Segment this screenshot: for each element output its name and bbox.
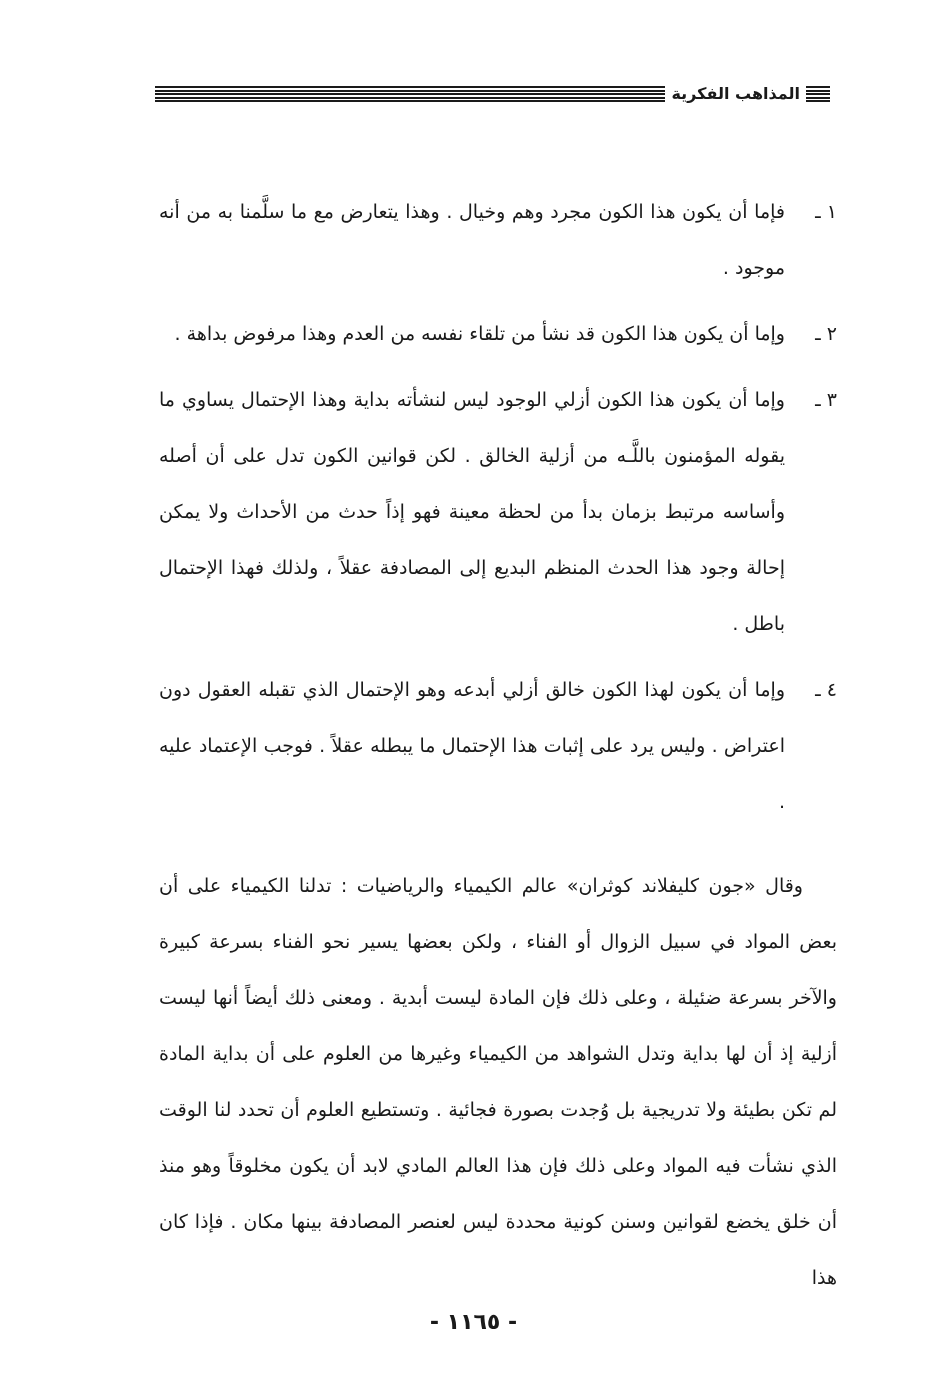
list-item xyxy=(159,372,837,652)
header-rule-left xyxy=(155,86,665,102)
page-body xyxy=(159,184,837,1325)
item-text: وإما أن يكون هذا الكون قد نشأ من تلقاء نفسه من العدم وهذا مرفوض بداهة . xyxy=(174,323,785,345)
item-number: ١ ـ xyxy=(815,201,837,223)
list-item xyxy=(159,184,837,296)
header-rule-right xyxy=(806,86,830,102)
item-number: ٣ ـ xyxy=(815,389,837,411)
list-item xyxy=(159,306,837,362)
item-text: وإما أن يكون هذا الكون أزلي الوجود ليس لنشأته بداية وهذا الإحتمال يساوي ما يقوله المؤمنون باللَّـه من أزلية الخالق . لكن قوانين الكون تدل على أن أصله وأساسه مرتبط بزمان بدأ من لحظة معينة فهو إذاً حدث من الأحداث ولا يمكن إحالة وجود هذا الحدث المنظم البديع إلى المصادفة عقلاً ، ولذلك فهذا الإحتمال باطل . xyxy=(159,389,785,635)
body-paragraph: وقال «جون كليفلاند كوثران» عالم الكيمياء والرياضيات : تدلنا الكيمياء على أن بعض المواد في سبيل الزوال أو الفناء ، ولكن بعضها يسير نحو الفناء بسرعة كبيرة والآخر بسرعة ضئيلة ، وعلى ذلك فإن المادة ليست أبدية . ومعنى ذلك أيضاً أنها ليست أزلية إذ أن لها بداية وتدل الشواهد من الكيمياء وغيرها من العلوم على أن بداية المادة لم تكن بطيئة ولا تدريجية بل وُجدت بصورة فجائية . وتستطيع العلوم أن تحدد لنا الوقت الذي نشأت فيه المواد وعلى ذلك فإن هذا العالم المادي لابد أن يكون مخلوقاً وهو منذ أن خلق يخضع لقوانين وسنن كونية محددة ليس لعنصر المصادفة بينها مكان . فإذا كان هذا xyxy=(159,875,837,1289)
header-title: المذاهب الفكرية xyxy=(671,84,800,103)
page-number: - ١١٦٥ - xyxy=(429,1310,518,1335)
list-item xyxy=(159,662,837,830)
running-header xyxy=(155,82,830,108)
item-number: ٤ ـ xyxy=(815,679,837,701)
item-number: ٢ ـ xyxy=(815,323,837,345)
item-text: فإما أن يكون هذا الكون مجرد وهم وخيال . وهذا يتعارض مع ما سلَّمنا به من أنه موجود . xyxy=(159,201,785,279)
item-text: وإما أن يكون لهذا الكون خالق أزلي أبدعه وهو الإحتمال الذي تقبله العقول دون اعتراض . وليس يرد على إثبات هذا الإحتمال ما يبطله عقلاً . فوجب الإعتماد عليه . xyxy=(159,679,785,813)
